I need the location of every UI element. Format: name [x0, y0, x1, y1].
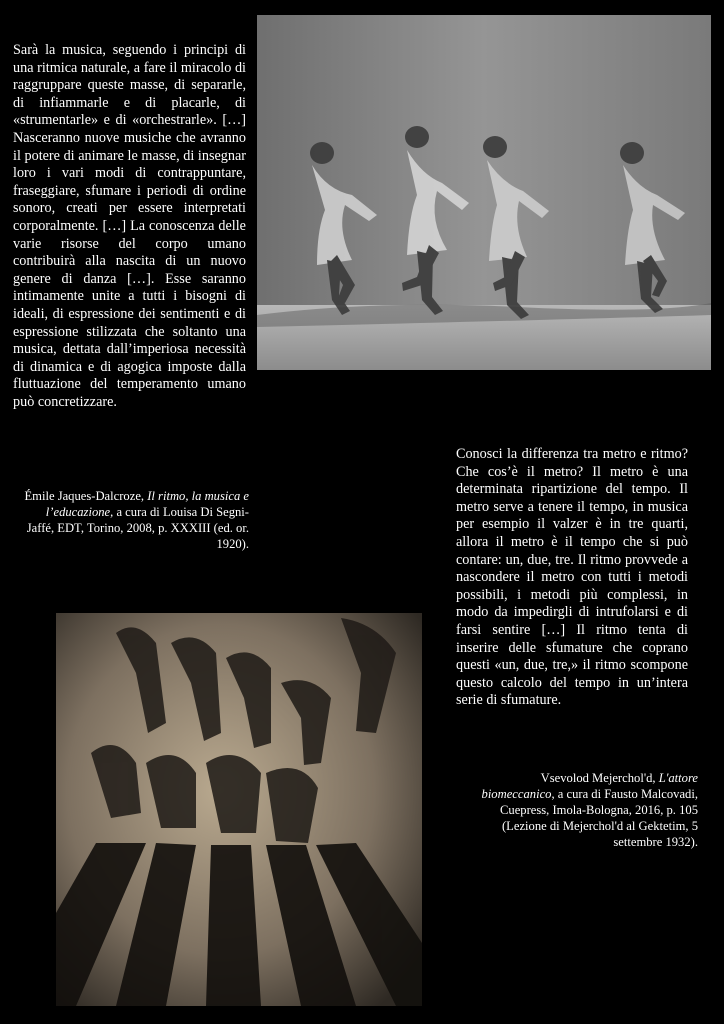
citation-dalcroze: [20, 488, 249, 552]
citation-title: Il ritmo, la musica e l’educazione,: [45, 489, 249, 519]
shadow-dancers-photo-image: [56, 613, 422, 1006]
citation-details: a cura di Louisa Di Segni-Jaffé, EDT, Torino, 2008, p. XXXIII (ed. or. 1920).: [26, 505, 249, 551]
quote-mejerchold: Conosci la differenza tra metro e ritmo? Che cos’è il metro? Il metro è una determinata ripartizione del tempo. Il metro serve a tenere il tempo, in musica per esempio il valzer è in tre quarti, allora il metro è il tempo che si può contare: un, due, tre. Il ritmo provvede a nascondere il metro con tutti i metodi possibili, i metodi più complessi, in modo da impedirgli di intrufolarsi e di farsi sentire […] Il ritmo tenta di inserire delle sfumature che coprano questi «un, due, tre,» il ritmo scompone questo calcolo del tempo in un’intera serie di sfumature.: [456, 446, 688, 709]
shadow-dancers-photo: [56, 613, 422, 1006]
citation-mejerchold: [466, 770, 698, 850]
citation-author: Émile Jaques-Dalcroze,: [24, 489, 148, 503]
quote-dalcroze: Sarà la musica, seguendo i principi di una ritmica naturale, a fare il miracolo di raggruppare queste masse, di separarle, di infiammarle e di placarle, di «strumentarle» e di «orchestrarle». […] Nasceranno nuove musiche che avranno il potere di animare le masse, di insegnar loro i vari modi di contrappuntare, fraseggiare, sfumare i periodi di ordine sonoro, creati per essere interpretati corporalmente. […] La conoscenza delle varie risorse del corpo umano contribuirà alla nascita di un nuovo genere di danza […]. Esse saranno intimamente unite a tutti i bisogni di ideali, di espressione dei sentimenti e di espressione stilizzata che soltanto una musica, dettata dall’imperiosa necessità di dinamica e di agogica imposte dalla fluttuazione del temperamento umano può concretizzare.: [13, 42, 246, 410]
dancers-photo: [257, 15, 711, 370]
citation-author: Vsevolod Mejerchol'd,: [540, 771, 659, 785]
citation-details: , a cura di Fausto Malcovadi, Cuepress, Imola-Bologna, 2016, p. 105 (Lezione di Mejerchol'd al Gektetim, 5 settembre 1932).: [500, 787, 698, 849]
citation-title: L'attore biomeccanico: [481, 771, 698, 801]
dancers-photo-image: [257, 15, 711, 370]
